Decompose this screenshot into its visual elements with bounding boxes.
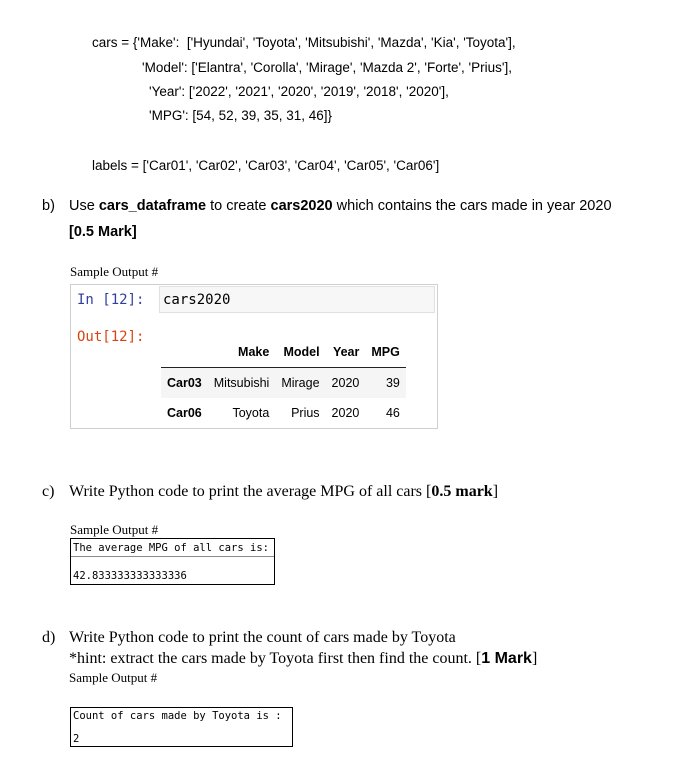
question-d-text: Write Python code to print the count of cars made by Toyota bbox=[69, 629, 456, 646]
table-cell: Prius bbox=[291, 406, 320, 420]
code-line-mpg: 'MPG': [54, 52, 39, 35, 31, 46]} bbox=[149, 108, 333, 123]
dataframe-index-header bbox=[161, 337, 208, 368]
column-header: MPG bbox=[365, 337, 405, 368]
notebook-input-row bbox=[71, 285, 437, 315]
column-header: Model bbox=[275, 337, 325, 368]
table-cell: 46 bbox=[385, 406, 400, 420]
table-cell: Mitsubishi bbox=[213, 376, 270, 390]
dataframe-header-row bbox=[161, 337, 406, 368]
question-c-text: Write Python code to print the average MPG of all cars [0.5 mark] bbox=[69, 483, 499, 500]
output-line: 42.833333333333336 bbox=[73, 570, 187, 582]
question-b-mark: [0.5 Mark] bbox=[69, 224, 137, 240]
row-index: Car03 bbox=[167, 376, 202, 390]
question-b-sample-label: Sample Output # bbox=[70, 264, 159, 279]
notebook-code-input[interactable] bbox=[159, 286, 435, 313]
question-c-output-box bbox=[70, 538, 275, 585]
column-header: Year bbox=[326, 337, 366, 368]
code-line-labels: labels = ['Car01', 'Car02', 'Car03', 'Car04', 'Car05', 'Car06'] bbox=[92, 158, 440, 173]
question-d-sample-label: Sample Output # bbox=[69, 670, 158, 685]
row-index: Car06 bbox=[167, 406, 202, 420]
table-row bbox=[161, 368, 406, 399]
notebook-out-prompt: Out[12]: bbox=[77, 329, 145, 345]
output-line: 2 bbox=[73, 733, 80, 745]
table-cell: 39 bbox=[385, 376, 400, 390]
notebook-cell bbox=[70, 284, 438, 429]
code-line-model: 'Model': ['Elantra', 'Corolla', 'Mirage', 'Mazda 2', 'Forte', 'Prius'], bbox=[142, 60, 512, 75]
question-c-letter: c) bbox=[42, 483, 55, 500]
output-line: The average MPG of all cars is: bbox=[73, 542, 269, 554]
question-b-text: Use cars_dataframe to create cars2020 which contains the cars made in year 2020 bbox=[69, 198, 612, 214]
notebook-in-prompt: In [12]: bbox=[77, 292, 145, 308]
question-d-output-box bbox=[70, 707, 293, 747]
code-line-cars: cars = {'Make': ['Hyundai', 'Toyota', 'Mitsubishi', 'Mazda', 'Kia', 'Toyota'], bbox=[92, 35, 516, 50]
table-cell: Mirage bbox=[281, 376, 320, 390]
dataframe-table bbox=[161, 337, 406, 428]
table-row bbox=[161, 398, 406, 428]
output-line: Count of cars made by Toyota is : bbox=[73, 710, 282, 722]
output-separator bbox=[71, 556, 274, 557]
code-line-year: 'Year': ['2022', '2021', '2020', '2019', '2018', '2020'], bbox=[149, 84, 449, 99]
table-cell: 2020 bbox=[331, 376, 360, 390]
question-d-letter: d) bbox=[42, 629, 56, 646]
question-c-sample-label: Sample Output # bbox=[70, 522, 159, 537]
table-cell: Toyota bbox=[232, 406, 270, 420]
table-cell: 2020 bbox=[331, 406, 360, 420]
notebook-code-text: cars2020 bbox=[163, 292, 231, 308]
question-b-letter: b) bbox=[42, 198, 55, 214]
question-d-hint: *hint: extract the cars made by Toyota first then find the count. [1 Mark] bbox=[69, 650, 538, 667]
column-header: Make bbox=[208, 337, 276, 368]
